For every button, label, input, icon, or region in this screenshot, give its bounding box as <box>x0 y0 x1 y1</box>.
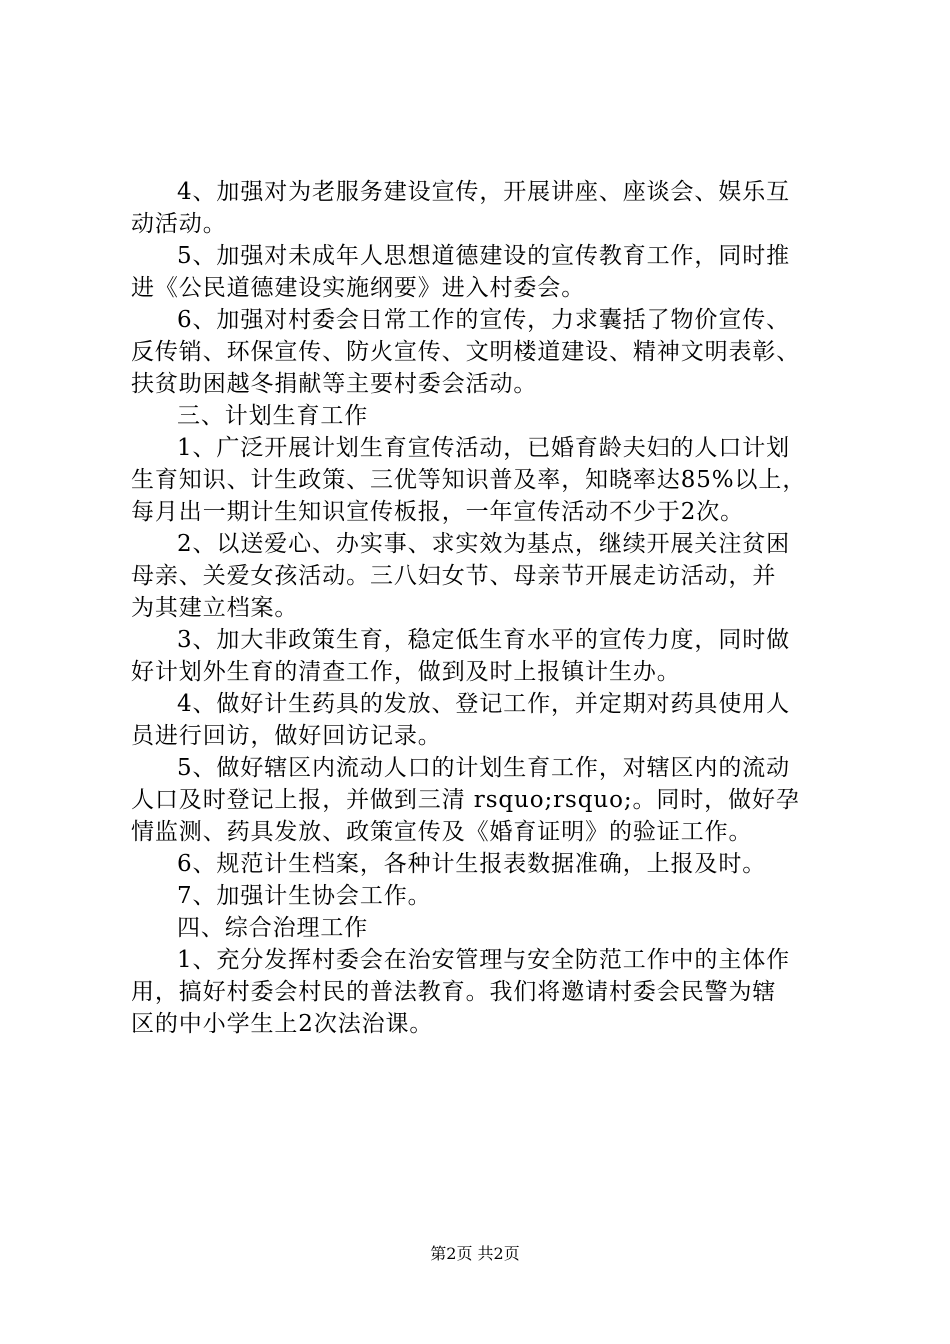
paragraph-line: 7、加强计生协会工作。 <box>177 883 432 909</box>
paragraph-line: 4、加强对为老服务建设宣传，开展讲座、座谈会、娱乐互 <box>177 179 791 205</box>
paragraph-line: 1、充分发挥村委会在治安管理与安全防范工作中的主体作 <box>177 947 791 973</box>
paragraph-line: 生育知识、计生政策、三优等知识普及率，知晓率达85%以上， <box>131 467 807 493</box>
paragraph-line: 好计划外生育的清查工作，做到及时上报镇计生办。 <box>131 659 681 685</box>
paragraph-line: 用，搞好村委会村民的普法教育。我们将邀请村委会民警为辖 <box>131 979 777 1005</box>
paragraph-line: 反传销、环保宣传、防火宣传、文明楼道建设、精神文明表彰、 <box>131 339 801 365</box>
paragraph-line: 每月出一期计生知识宣传板报，一年宣传活动不少于2次。 <box>131 499 745 525</box>
paragraph-line: 5、做好辖区内流动人口的计划生育工作，对辖区内的流动 <box>177 755 791 781</box>
paragraph-line: 员进行回访，做好回访记录。 <box>131 723 442 749</box>
paragraph-line: 1、广泛开展计划生育宣传活动，已婚育龄夫妇的人口计划 <box>177 435 791 461</box>
section-heading: 三、计划生育工作 <box>177 403 369 429</box>
paragraph-line: 人口及时登记上报，并做到三清 rsquo;rsquo;。同时，做好孕 <box>131 787 800 813</box>
paragraph-line: 区的中小学生上2次法治课。 <box>131 1011 434 1037</box>
paragraph-line: 6、加强对村委会日常工作的宣传，力求囊括了物价宣传、 <box>177 307 791 333</box>
paragraph-line: 6、规范计生档案，各种计生报表数据准确，上报及时。 <box>177 851 767 877</box>
section-heading: 四、综合治理工作 <box>177 915 369 941</box>
document-body <box>131 176 831 1040</box>
paragraph-line: 母亲、关爱女孩活动。三八妇女节、母亲节开展走访活动，并 <box>131 563 777 589</box>
paragraph-line: 为其建立档案。 <box>131 595 299 621</box>
paragraph-line: 2、以送爱心、办实事、求实效为基点，继续开展关注贫困 <box>177 531 791 557</box>
paragraph-line: 扶贫助困越冬捐献等主要村委会活动。 <box>131 371 538 397</box>
paragraph-line: 5、加强对未成年人思想道德建设的宣传教育工作，同时推 <box>177 243 791 269</box>
paragraph-line: 进《公民道德建设实施纲要》进入村委会。 <box>131 275 586 301</box>
paragraph-line: 3、加大非政策生育，稳定低生育水平的宣传力度，同时做 <box>177 627 791 653</box>
paragraph-line: 4、做好计生药具的发放、登记工作，并定期对药具使用人 <box>177 691 791 717</box>
paragraph-line: 动活动。 <box>131 211 227 237</box>
paragraph-line: 情监测、药具发放、政策宣传及《婚育证明》的验证工作。 <box>131 819 753 845</box>
page-footer: 第2页 共2页 <box>430 1244 520 1263</box>
